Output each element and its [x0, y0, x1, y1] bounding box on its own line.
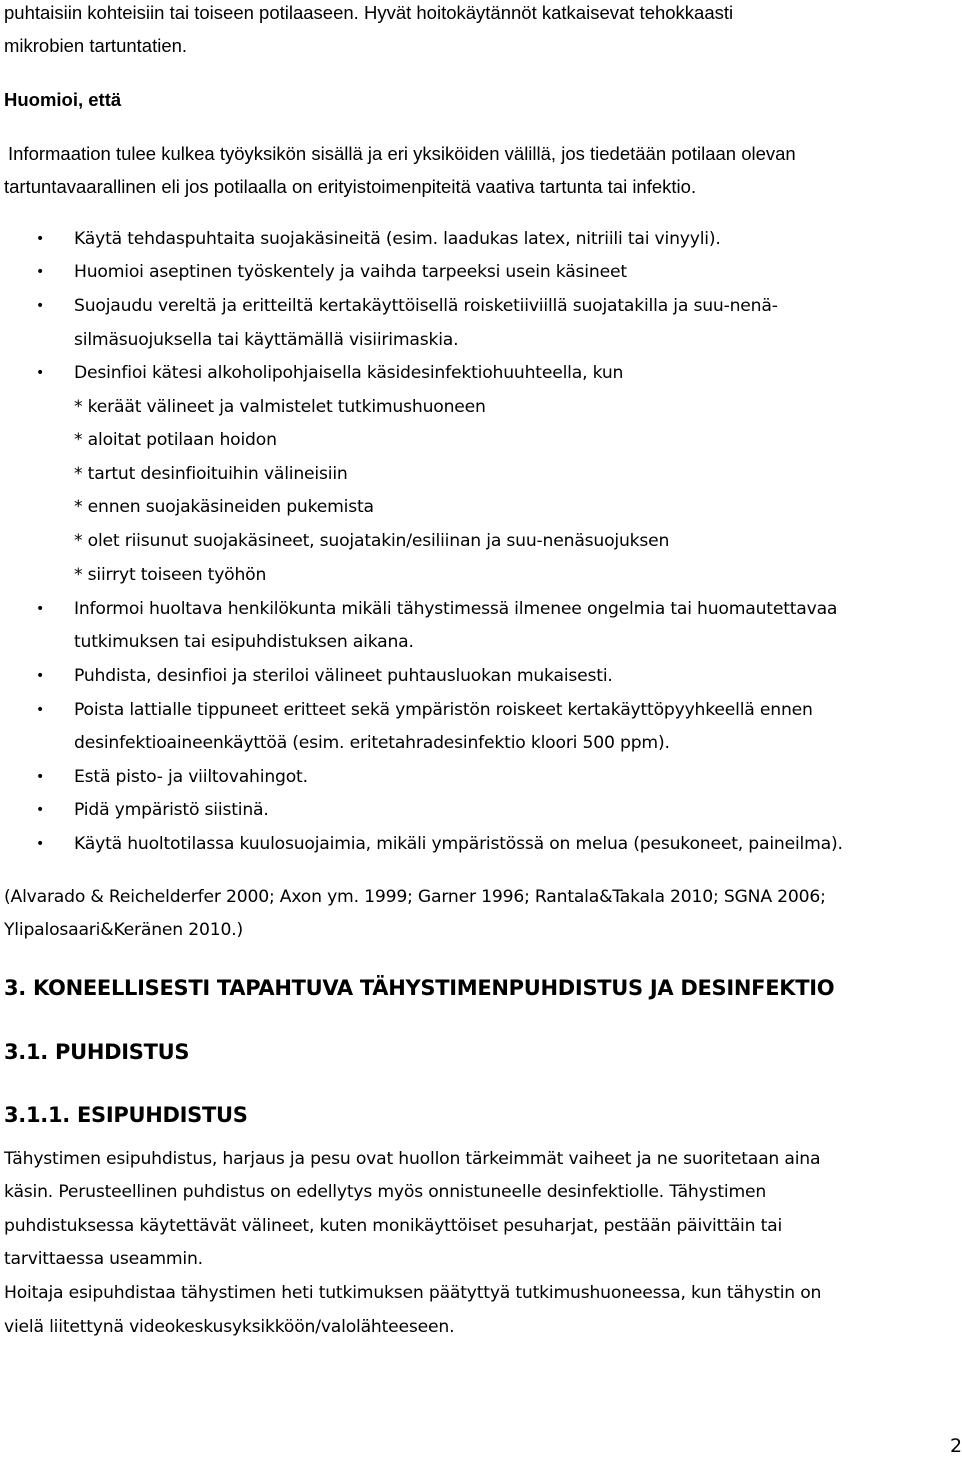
bullet-marker: • [36, 264, 45, 280]
bullet-aseptic: Huomioi aseptinen työskentely ja vaihda tarpeeksi usein käsineet [74, 262, 627, 282]
subsubsection-heading: 3.1.1. ESIPUHDISTUS [4, 1103, 248, 1127]
bullet-clean: Puhdista, desinfioi ja steriloi välineet puhtausluokan mukaisesti. [74, 666, 613, 686]
bullet-tidy: Pidä ympäristö siistinä. [74, 800, 269, 820]
bullet-marker: • [36, 836, 45, 852]
notice-line-1: Informaation tulee kulkea työyksikön sisällä ja eri yksiköiden välillä, jos tiedetään potilaan olevan [8, 143, 796, 164]
bullet-marker: • [36, 769, 45, 785]
bullet-protect-line-1: Suojaudu vereltä ja eritteiltä kertakäyttöisellä roisketiiviillä suojatakilla ja suu-nenä- [74, 296, 778, 316]
bullet-marker: • [36, 601, 45, 617]
bullet-floor-line-1: Poista lattialle tippuneet eritteet sekä ympäristön roiskeet kertakäyttöpyyhkeellä ennen [74, 700, 813, 720]
sub-item: * tartut desinfioituihin välineisiin [74, 464, 348, 484]
bullet-inform-line-2: tutkimuksen tai esipuhdistuksen aikana. [74, 632, 414, 652]
page-number: 2 [950, 1435, 962, 1457]
paragraph-line: Tähystimen esipuhdistus, harjaus ja pesu ovat huollon tärkeimmät vaiheet ja ne suoritetaan aina [4, 1149, 821, 1169]
bullet-protect-line-2: silmäsuojuksella tai käyttämällä visiirimaskia. [74, 330, 459, 350]
sub-item: * keräät välineet ja valmistelet tutkimushuoneen [74, 397, 486, 417]
bullet-hearing: Käytä huoltotilassa kuulosuojaimia, mikäli ympäristössä on melua (pesukoneet, paineilma). [74, 834, 843, 854]
references-line-2: Ylipalosaari&Keränen 2010.) [4, 920, 243, 940]
intro-line-2: mikrobien tartuntatien. [4, 35, 188, 56]
bullet-marker: • [36, 702, 45, 718]
paragraph-line: tarvittaessa useammin. [4, 1249, 203, 1269]
paragraph-line: Hoitaja esipuhdistaa tähystimen heti tutkimuksen päätyttyä tutkimushuoneessa, kun tähystin on [4, 1283, 822, 1303]
paragraph-line: käsin. Perusteellinen puhdistus on edellytys myös onnistuneelle desinfektiolle. Tähystimen [4, 1182, 767, 1202]
bullet-injury: Estä pisto- ja viiltovahingot. [74, 767, 308, 787]
bullet-floor-line-2: desinfektioaineenkäyttöä (esim. eritetahradesinfektio kloori 500 ppm). [74, 733, 670, 753]
references-line-1: (Alvarado & Reichelderfer 2000; Axon ym. 1999; Garner 1996; Rantala&Takala 2010; SGNA 2006; [4, 887, 826, 907]
bullet-marker: • [36, 298, 45, 314]
bullet-marker: • [36, 668, 45, 684]
bullet-marker: • [36, 365, 45, 381]
bullet-gloves: Käytä tehdaspuhtaita suojakäsineitä (esim. laadukas latex, nitriili tai vinyyli). [74, 229, 721, 249]
notice-line-2: tartuntavaarallinen eli jos potilaalla on erityistoimenpiteitä vaativa tartunta tai infektio. [4, 176, 697, 197]
bullet-inform-line-1: Informoi huoltava henkilökunta mikäli tähystimessä ilmenee ongelmia tai huomautettavaa [74, 599, 838, 619]
bullet-marker: • [36, 802, 45, 818]
sub-item: * olet riisunut suojakäsineet, suojatakin/esiliinan ja suu-nenäsuojuksen [74, 531, 670, 551]
section-heading: 3. KONEELLISESTI TAPAHTUVA TÄHYSTIMENPUHDISTUS JA DESINFEKTIO [4, 976, 835, 1000]
paragraph-line: puhdistuksessa käytettävät välineet, kuten monikäyttöiset pesuharjat, pestään päivittäin tai [4, 1216, 783, 1236]
subsection-heading: 3.1. PUHDISTUS [4, 1040, 190, 1064]
sub-item: * aloitat potilaan hoidon [74, 430, 277, 450]
sub-item: * siirryt toiseen työhön [74, 565, 267, 585]
notice-heading: Huomioi, että [4, 89, 122, 110]
bullet-disinfect-hands: Desinfioi kätesi alkoholipohjaisella käsidesinfektiohuuhteella, kun [74, 363, 624, 383]
paragraph-line: vielä liitettynä videokeskusyksikköön/valolähteeseen. [4, 1317, 455, 1337]
intro-line-1: puhtaisiin kohteisiin tai toiseen potilaaseen. Hyvät hoitokäytännöt katkaisevat tehokkaasti [4, 2, 734, 23]
sub-item: * ennen suojakäsineiden pukemista [74, 497, 374, 517]
bullet-marker: • [36, 231, 45, 247]
